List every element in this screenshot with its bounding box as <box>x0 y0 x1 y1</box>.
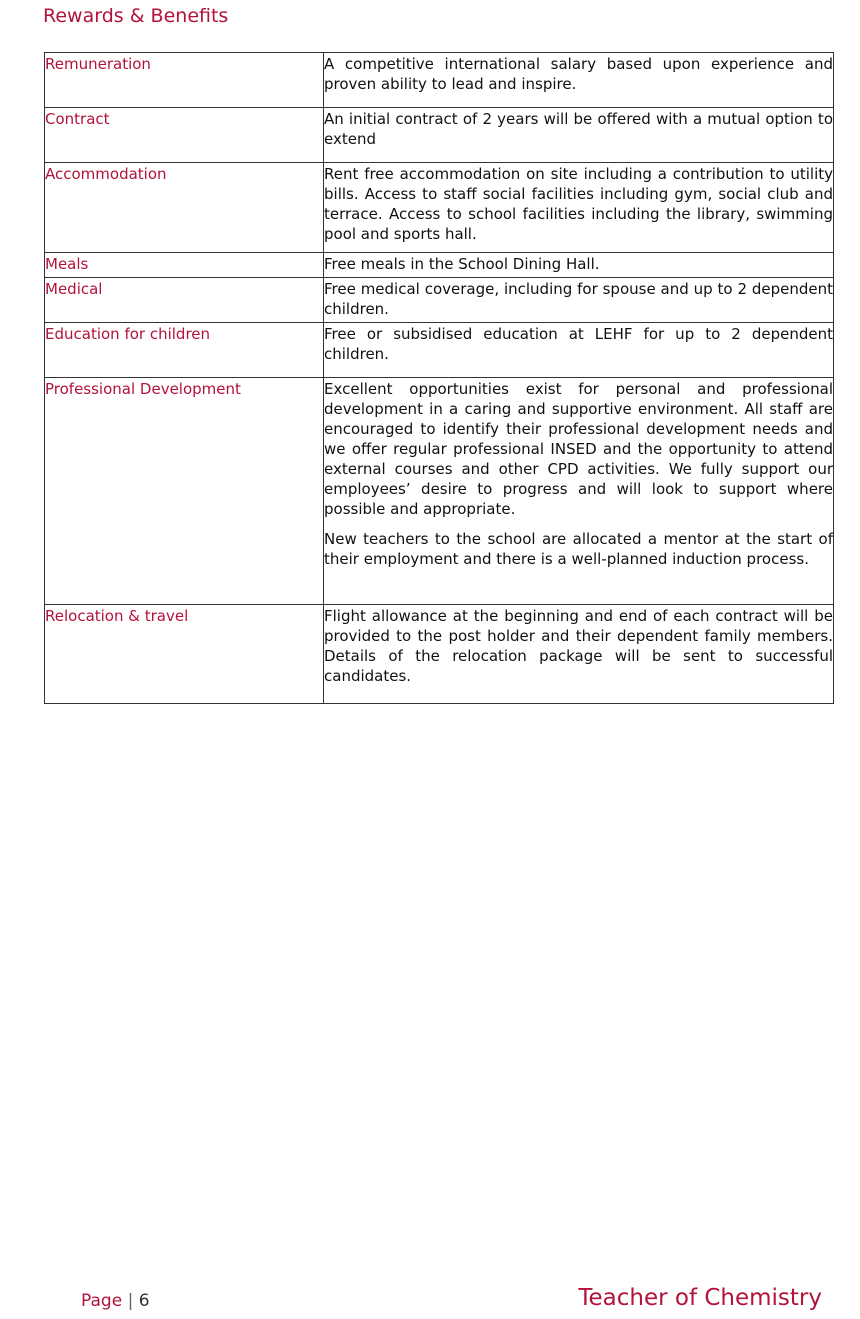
description-paragraph: Flight allowance at the beginning and end of each contract will be provided to the post holder and their dependent family members. Details of the relocation package will be sent to successful candidates. <box>324 607 833 685</box>
description-paragraph: Excellent opportunities exist for personal and professional development in a caring and supportive environment. All staff are encouraged to identify their professional development needs and we offer regular professional INSED and the opportunity to attend external courses and other CPD activities. We fully support our employees’ desire to progress and will look to support where possible and appropriate. <box>324 380 833 518</box>
table-row <box>45 53 834 108</box>
row-description <box>324 108 834 163</box>
page-number-footer <box>81 1291 150 1311</box>
section-heading: Rewards & Benefits <box>43 5 229 27</box>
row-description <box>324 323 834 378</box>
table-row <box>45 253 834 278</box>
table-row <box>45 163 834 253</box>
table-row <box>45 323 834 378</box>
row-description <box>324 378 834 605</box>
document-title: Teacher of Chemistry <box>578 1285 822 1311</box>
row-description <box>324 605 834 704</box>
row-description <box>324 53 834 108</box>
description-paragraph: Free or subsidised education at LEHF for up to 2 dependent children. <box>324 325 833 363</box>
description-paragraph: New teachers to the school are allocated a mentor at the start of their employment and there is a well-planned induction process. <box>324 530 833 568</box>
description-paragraph: An initial contract of 2 years will be offered with a mutual option to extend <box>324 110 833 148</box>
table-row <box>45 605 834 704</box>
row-label: Education for children <box>45 323 324 378</box>
row-description <box>324 253 834 278</box>
table-row <box>45 278 834 323</box>
row-label: Contract <box>45 108 324 163</box>
table-row <box>45 378 834 605</box>
page-label: Page <box>81 1291 123 1311</box>
description-paragraph: Free meals in the School Dining Hall. <box>324 255 600 273</box>
description-paragraph: Free medical coverage, including for spouse and up to 2 dependent children. <box>324 280 833 318</box>
description-paragraph: A competitive international salary based upon experience and proven ability to lead and inspire. <box>324 55 833 93</box>
row-label: Remuneration <box>45 53 324 108</box>
row-label: Meals <box>45 253 324 278</box>
row-description <box>324 278 834 323</box>
row-label: Medical <box>45 278 324 323</box>
row-label: Accommodation <box>45 163 324 253</box>
row-description <box>324 163 834 253</box>
description-paragraph: Rent free accommodation on site including a contribution to utility bills. Access to staff social facilities including gym, social club and terrace. Access to school facilities including the library, swimming pool and sports hall. <box>324 165 833 243</box>
row-label: Relocation & travel <box>45 605 324 704</box>
footer-separator: | <box>127 1291 134 1311</box>
table-row <box>45 108 834 163</box>
row-label: Professional Development <box>45 378 324 605</box>
benefits-table <box>44 52 834 704</box>
page-number: 6 <box>138 1291 150 1311</box>
